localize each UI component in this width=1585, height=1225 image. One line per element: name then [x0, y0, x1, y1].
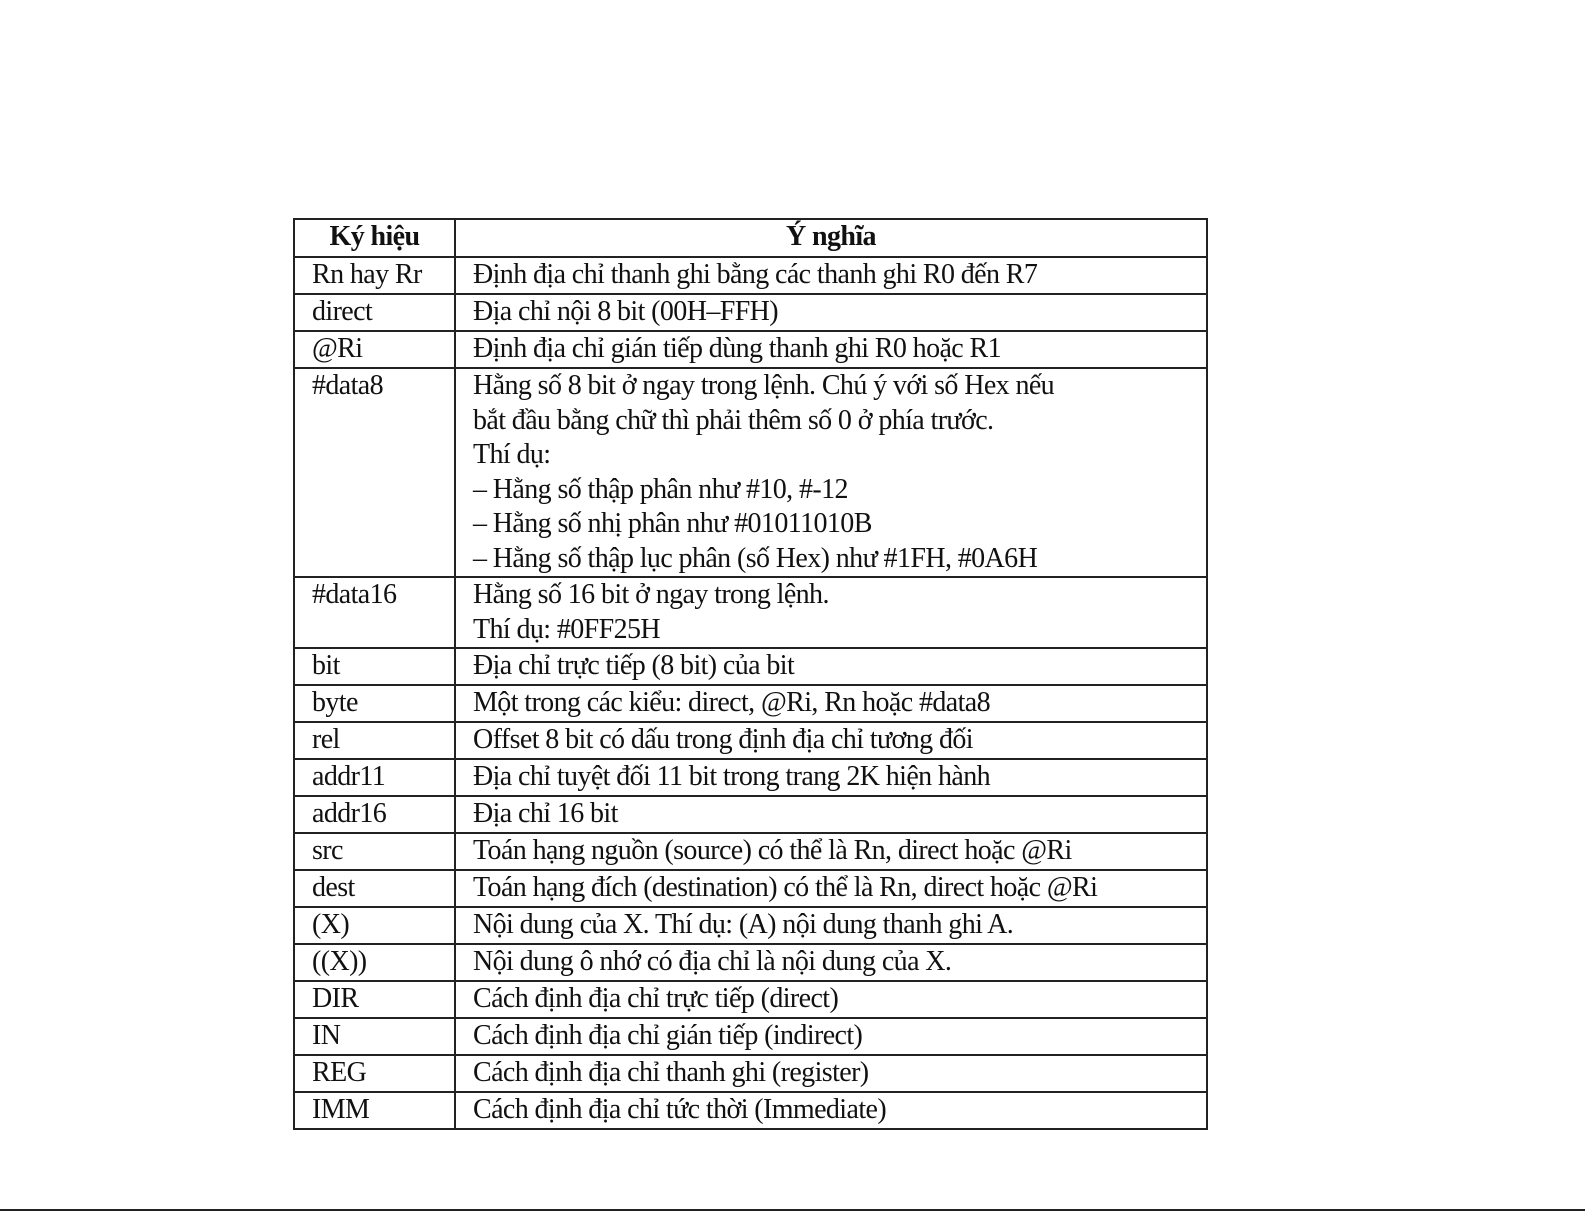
table-row: [294, 1055, 1207, 1092]
table-row: [294, 722, 1207, 759]
symbol-cell: IN: [294, 1018, 455, 1055]
symbol-cell: dest: [294, 870, 455, 907]
symbol-cell: #data16: [294, 577, 455, 648]
meaning-line: Cách định địa chỉ thanh ghi (register): [473, 1057, 869, 1088]
meaning-cell: [455, 257, 1207, 294]
meaning-line: Thí dụ:: [473, 439, 551, 470]
meaning-line: bắt đầu bằng chữ thì phải thêm số 0 ở phía trước.: [473, 404, 994, 436]
meaning-line: Định địa chỉ thanh ghi bằng các thanh ghi R0 đến R7: [473, 259, 1038, 290]
meaning-cell: [455, 759, 1207, 796]
table-row: [294, 870, 1207, 907]
meaning-line: Cách định địa chỉ trực tiếp (direct): [473, 983, 839, 1014]
meaning-line: Offset 8 bit có dấu trong định địa chỉ tương đối: [473, 724, 973, 755]
table-body: [294, 257, 1207, 1129]
meaning-cell: [455, 648, 1207, 685]
symbol-cell: byte: [294, 685, 455, 722]
table-row: [294, 257, 1207, 294]
meaning-cell: [455, 722, 1207, 759]
symbol-cell: (X): [294, 907, 455, 944]
meaning-line: Một trong các kiểu: direct, @Ri, Rn hoặc #data8: [473, 687, 990, 718]
meaning-cell: [455, 981, 1207, 1018]
symbol-cell: Rn hay Rr: [294, 257, 455, 294]
meaning-cell: [455, 294, 1207, 331]
symbol-cell: @Ri: [294, 331, 455, 368]
meaning-cell: [455, 368, 1207, 577]
meaning-cell: [455, 907, 1207, 944]
symbol-cell: addr16: [294, 796, 455, 833]
table-row: [294, 648, 1207, 685]
meaning-line: Thí dụ: #0FF25H: [473, 613, 661, 645]
table-row: [294, 331, 1207, 368]
meaning-line: Địa chỉ 16 bit: [473, 798, 618, 829]
meaning-line: Địa chỉ nội 8 bit (00H–FFH): [473, 296, 779, 327]
symbol-table: [293, 218, 1208, 1130]
meaning-line: Hằng số 16 bit ở ngay trong lệnh.: [473, 579, 829, 610]
meaning-cell: [455, 685, 1207, 722]
symbol-cell: addr11: [294, 759, 455, 796]
meaning-cell: [455, 796, 1207, 833]
meaning-cell: [455, 1092, 1207, 1129]
meaning-cell: [455, 331, 1207, 368]
meaning-line: – Hằng số thập lục phân (số Hex) như #1FH, #0A6H: [473, 542, 1038, 574]
symbol-cell: rel: [294, 722, 455, 759]
meaning-cell: [455, 833, 1207, 870]
symbol-cell: IMM: [294, 1092, 455, 1129]
meaning-line: Hằng số 8 bit ở ngay trong lệnh. Chú ý với số Hex nếu: [473, 370, 1055, 401]
table-row: [294, 833, 1207, 870]
meaning-line: Định địa chỉ gián tiếp dùng thanh ghi R0 hoặc R1: [473, 333, 1002, 364]
meaning-line: Nội dung của X. Thí dụ: (A) nội dung thanh ghi A.: [473, 909, 1014, 940]
meaning-line: Cách định địa chỉ gián tiếp (indirect): [473, 1020, 863, 1051]
symbol-cell: ((X)): [294, 944, 455, 981]
symbol-cell: src: [294, 833, 455, 870]
meaning-cell: [455, 870, 1207, 907]
table-row: [294, 294, 1207, 331]
symbol-cell: DIR: [294, 981, 455, 1018]
table-row: [294, 981, 1207, 1018]
header-meaning: Ý nghĩa: [455, 219, 1207, 257]
table-row: [294, 1092, 1207, 1129]
meaning-line: Địa chỉ tuyệt đối 11 bit trong trang 2K hiện hành: [473, 761, 991, 792]
meaning-cell: [455, 1018, 1207, 1055]
table-row: [294, 907, 1207, 944]
symbol-cell: #data8: [294, 368, 455, 577]
meaning-line: Địa chỉ trực tiếp (8 bit) của bit: [473, 650, 795, 681]
table-row: [294, 685, 1207, 722]
meaning-cell: [455, 944, 1207, 981]
table-row: [294, 796, 1207, 833]
meaning-line: Toán hạng đích (destination) có thể là Rn, direct hoặc @Ri: [473, 872, 1098, 903]
meaning-line: – Hằng số nhị phân như #01011010B: [473, 508, 872, 539]
table-row: [294, 1018, 1207, 1055]
meaning-line: Cách định địa chỉ tức thời (Immediate): [473, 1094, 887, 1125]
meaning-cell: [455, 1055, 1207, 1092]
table-row: [294, 759, 1207, 796]
table-row: [294, 944, 1207, 981]
page-bottom-rule: [0, 1209, 1585, 1211]
table-row: [294, 577, 1207, 648]
meaning-line: Toán hạng nguồn (source) có thể là Rn, direct hoặc @Ri: [473, 835, 1072, 866]
meaning-line: – Hằng số thập phân như #10, #-12: [473, 473, 848, 505]
symbol-cell: direct: [294, 294, 455, 331]
meaning-cell: [455, 577, 1207, 648]
table-row: [294, 368, 1207, 577]
table-header-row: [294, 219, 1207, 257]
meaning-line: Nội dung ô nhớ có địa chỉ là nội dung của X.: [473, 946, 952, 977]
symbol-cell: REG: [294, 1055, 455, 1092]
header-symbol: Ký hiệu: [294, 219, 455, 257]
symbol-cell: bit: [294, 648, 455, 685]
